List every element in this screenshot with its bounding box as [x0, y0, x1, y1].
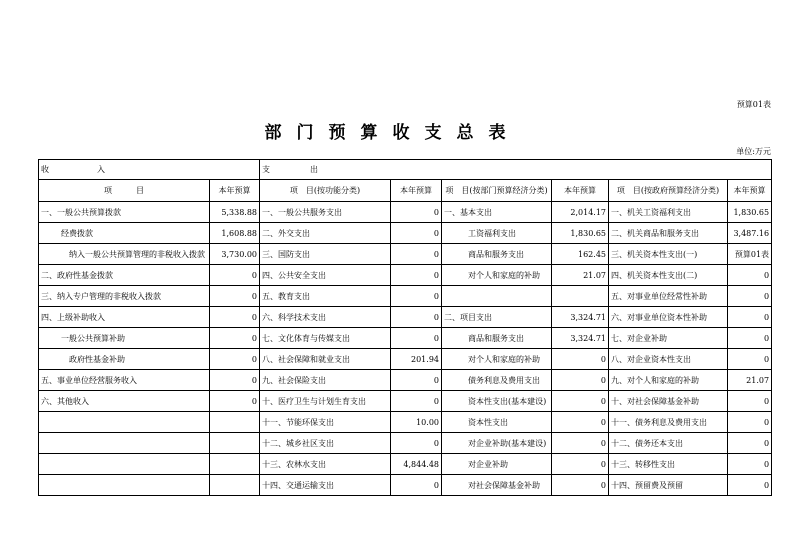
income-budget-cell: 0 [210, 328, 260, 349]
func-budget-cell: 0 [391, 286, 442, 307]
table-row [39, 265, 772, 286]
dept-econ-item-cell: 工资福利支出 [442, 223, 552, 244]
func-budget-header: 本年预算 [391, 180, 442, 202]
dept-econ-budget-cell: 0 [552, 433, 609, 454]
func-item-header: 项 目(按功能分类) [260, 180, 391, 202]
income-item-cell [39, 475, 210, 496]
table-row [39, 454, 772, 475]
income-header: 收 入 [39, 160, 260, 180]
income-item-cell: 四、上级补助收入 [39, 307, 210, 328]
gov-econ-item-cell: 四、机关资本性支出(二) [609, 265, 728, 286]
table-row [39, 433, 772, 454]
page-title: 部门预算收支总表 [264, 123, 521, 143]
income-budget-header: 本年预算 [210, 180, 260, 202]
func-budget-cell: 0 [391, 223, 442, 244]
gov-econ-budget-cell: 0 [728, 307, 772, 328]
expense-header: 支 出 [260, 160, 772, 180]
dept-econ-budget-cell: 0 [552, 391, 609, 412]
income-item-cell [39, 412, 210, 433]
func-item-cell: 十四、交通运输支出 [260, 475, 391, 496]
gov-econ-item-cell: 十四、预留费及预留 [609, 475, 728, 496]
income-budget-cell [210, 454, 260, 475]
gov-econ-budget-cell: 0 [728, 391, 772, 412]
table-row [39, 286, 772, 307]
dept-econ-budget-cell: 3,324.71 [552, 307, 609, 328]
income-budget-cell: 5,338.88 [210, 202, 260, 223]
gov-econ-budget-cell: 1,830.65 [728, 202, 772, 223]
func-item-cell: 三、国防支出 [260, 244, 391, 265]
gov-econ-item-cell: 五、对事业单位经常性补助 [609, 286, 728, 307]
func-budget-cell: 0 [391, 433, 442, 454]
income-item-cell: 五、事业单位经营服务收入 [39, 370, 210, 391]
gov-econ-item-cell: 八、对企业资本性支出 [609, 349, 728, 370]
func-budget-cell: 0 [391, 307, 442, 328]
func-budget-cell: 10.00 [391, 412, 442, 433]
income-item-cell: 二、政府性基金拨款 [39, 265, 210, 286]
dept-econ-budget-cell [552, 286, 609, 307]
func-budget-cell: 0 [391, 265, 442, 286]
func-item-cell: 四、公共安全支出 [260, 265, 391, 286]
func-item-cell: 五、教育支出 [260, 286, 391, 307]
dept-econ-budget-cell: 21.07 [552, 265, 609, 286]
func-budget-cell: 0 [391, 244, 442, 265]
dept-econ-item-header: 项 目(按部门预算经济分类) [442, 180, 552, 202]
table-row [39, 370, 772, 391]
gov-econ-budget-header: 本年预算 [728, 180, 772, 202]
func-budget-cell: 0 [391, 475, 442, 496]
func-item-cell: 十、医疗卫生与计划生育支出 [260, 391, 391, 412]
gov-econ-item-cell: 七、对企业补助 [609, 328, 728, 349]
income-item-cell: 经费拨款 [39, 223, 210, 244]
dept-econ-item-cell: 二、项目支出 [442, 307, 552, 328]
income-item-header: 项 目 [39, 180, 210, 202]
gov-econ-budget-cell: 21.07 [728, 370, 772, 391]
func-budget-cell: 201.94 [391, 349, 442, 370]
gov-econ-item-cell: 九、对个人和家庭的补助 [609, 370, 728, 391]
dept-econ-item-cell: 对个人和家庭的补助 [442, 349, 552, 370]
gov-econ-item-cell: 十、对社会保障基金补助 [609, 391, 728, 412]
dept-econ-budget-cell: 0 [552, 349, 609, 370]
dept-econ-item-cell: 资本性支出(基本建设) [442, 391, 552, 412]
gov-econ-item-cell: 十三、转移性支出 [609, 454, 728, 475]
dept-econ-budget-cell: 3,324.71 [552, 328, 609, 349]
table-row [39, 412, 772, 433]
table-row [39, 307, 772, 328]
gov-econ-budget-cell: 3,487.16 [728, 223, 772, 244]
gov-econ-item-cell: 十二、债务还本支出 [609, 433, 728, 454]
income-budget-cell [210, 433, 260, 454]
dept-econ-budget-cell: 0 [552, 370, 609, 391]
func-item-cell: 六、科学技术支出 [260, 307, 391, 328]
table-row [39, 202, 772, 223]
gov-econ-budget-cell: 预算01表 [728, 244, 772, 265]
income-budget-cell: 0 [210, 286, 260, 307]
header-row-1 [39, 160, 772, 180]
income-budget-cell: 0 [210, 265, 260, 286]
table-row [39, 223, 772, 244]
dept-econ-budget-header: 本年预算 [552, 180, 609, 202]
dept-econ-item-cell: 商品和服务支出 [442, 244, 552, 265]
gov-econ-budget-cell: 0 [728, 349, 772, 370]
dept-econ-budget-cell: 162.45 [552, 244, 609, 265]
dept-econ-item-cell: 对企业补助 [442, 454, 552, 475]
gov-econ-budget-cell: 0 [728, 454, 772, 475]
dept-econ-item-cell: 资本性支出 [442, 412, 552, 433]
gov-econ-budget-cell: 0 [728, 286, 772, 307]
func-budget-cell: 0 [391, 370, 442, 391]
func-item-cell: 九、社会保险支出 [260, 370, 391, 391]
dept-econ-item-cell: 债务利息及费用支出 [442, 370, 552, 391]
unit-label: 单位:万元 [736, 147, 771, 156]
gov-econ-item-cell: 六、对事业单位资本性补助 [609, 307, 728, 328]
header-row-2 [39, 180, 772, 202]
gov-econ-budget-cell: 0 [728, 475, 772, 496]
func-item-cell: 二、外交支出 [260, 223, 391, 244]
gov-econ-item-cell: 十一、债务利息及费用支出 [609, 412, 728, 433]
income-budget-cell [210, 475, 260, 496]
gov-econ-item-header: 项 目(按政府预算经济分类) [609, 180, 728, 202]
table-row [39, 328, 772, 349]
dept-econ-budget-cell: 1,830.65 [552, 223, 609, 244]
func-item-cell: 十二、城乡社区支出 [260, 433, 391, 454]
func-item-cell: 一、一般公共服务支出 [260, 202, 391, 223]
dept-econ-item-cell: 对社会保障基金补助 [442, 475, 552, 496]
form-number: 预算01表 [736, 100, 771, 109]
income-budget-cell: 0 [210, 391, 260, 412]
gov-econ-item-cell: 二、机关商品和服务支出 [609, 223, 728, 244]
gov-econ-budget-cell: 0 [728, 328, 772, 349]
income-item-cell: 纳入一般公共预算管理的非税收入拨款 [39, 244, 210, 265]
table-row [39, 475, 772, 496]
func-budget-cell: 4,844.48 [391, 454, 442, 475]
func-budget-cell: 0 [391, 202, 442, 223]
func-budget-cell: 0 [391, 328, 442, 349]
gov-econ-budget-cell: 0 [728, 433, 772, 454]
income-budget-cell: 3,730.00 [210, 244, 260, 265]
func-item-cell: 七、文化体育与传媒支出 [260, 328, 391, 349]
dept-econ-budget-cell: 0 [552, 454, 609, 475]
table-row [39, 244, 772, 265]
dept-econ-budget-cell: 0 [552, 412, 609, 433]
income-item-cell: 三、纳入专户管理的非税收入拨款 [39, 286, 210, 307]
income-item-cell [39, 454, 210, 475]
income-budget-cell: 1,608.88 [210, 223, 260, 244]
dept-econ-item-cell: 商品和服务支出 [442, 328, 552, 349]
func-item-cell: 十一、节能环保支出 [260, 412, 391, 433]
income-item-cell: 一、一般公共预算拨款 [39, 202, 210, 223]
gov-econ-budget-cell: 0 [728, 412, 772, 433]
budget-table [38, 159, 772, 496]
dept-econ-budget-cell: 0 [552, 475, 609, 496]
income-budget-cell: 0 [210, 307, 260, 328]
income-item-cell: 一般公共预算补助 [39, 328, 210, 349]
table-row [39, 391, 772, 412]
func-budget-cell: 0 [391, 391, 442, 412]
gov-econ-budget-cell: 0 [728, 265, 772, 286]
income-budget-cell: 0 [210, 370, 260, 391]
func-item-cell: 八、社会保障和就业支出 [260, 349, 391, 370]
dept-econ-item-cell [442, 286, 552, 307]
income-budget-cell [210, 412, 260, 433]
gov-econ-item-cell: 三、机关资本性支出(一) [609, 244, 728, 265]
income-item-cell: 六、其他收入 [39, 391, 210, 412]
dept-econ-item-cell: 对企业补助(基本建设) [442, 433, 552, 454]
table-row [39, 349, 772, 370]
dept-econ-item-cell: 一、基本支出 [442, 202, 552, 223]
dept-econ-item-cell: 对个人和家庭的补助 [442, 265, 552, 286]
gov-econ-item-cell: 一、机关工资福利支出 [609, 202, 728, 223]
income-item-cell: 政府性基金补助 [39, 349, 210, 370]
func-item-cell: 十三、农林水支出 [260, 454, 391, 475]
income-budget-cell: 0 [210, 349, 260, 370]
dept-econ-budget-cell: 2,014.17 [552, 202, 609, 223]
income-item-cell [39, 433, 210, 454]
